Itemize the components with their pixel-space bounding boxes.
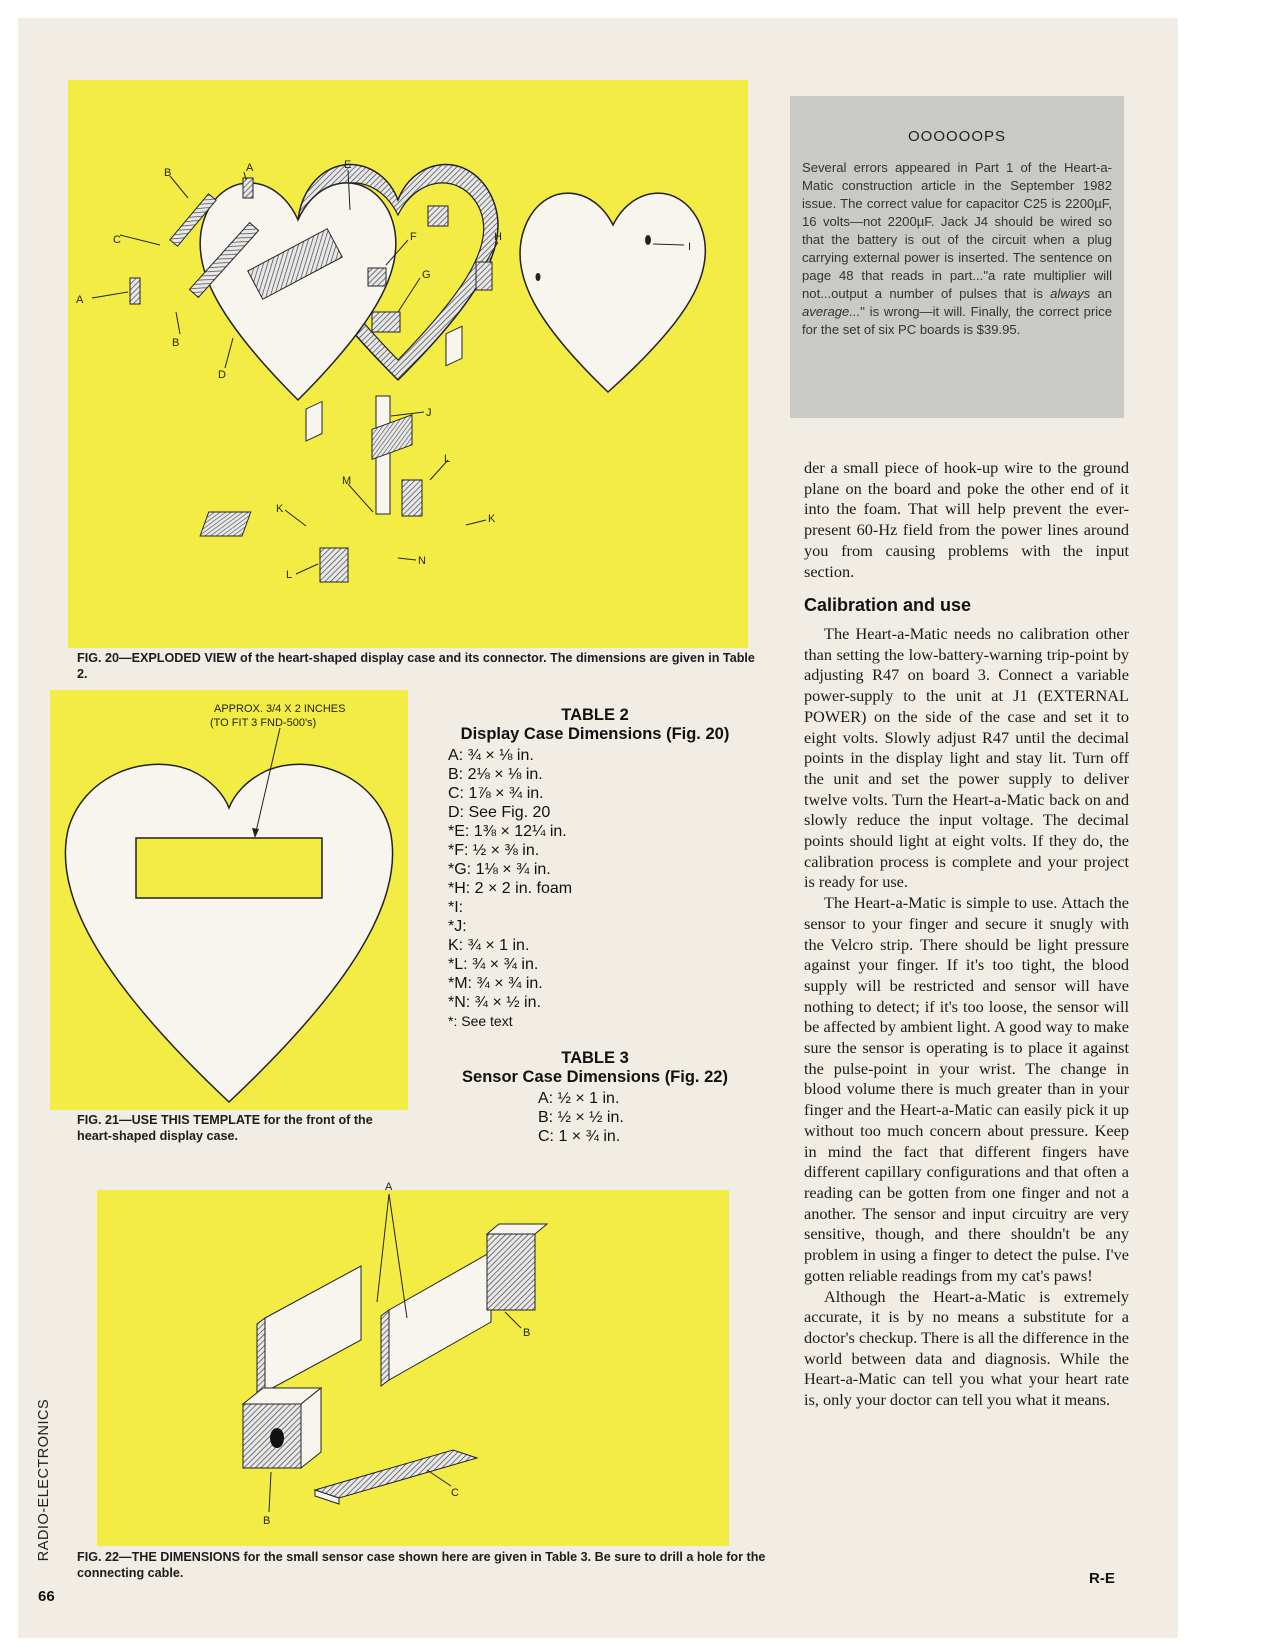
table2-subtitle: Display Case Dimensions (Fig. 20) <box>460 725 730 743</box>
fig22-label-b2: B <box>263 1515 271 1527</box>
errata-body: Several errors appeared in Part 1 of the Heart-a-Matic construction article in the September 1982 issue. The correct value for capacitor C25 is 2200µF, 16 volts—not 2200µF. Jack J4 should be wired so that the battery is out of the circuit when a plug carrying external power is inserted. The sentence on page 48 that reads in part..."a rate multiplier will not...output a number of pulses that is always an average..." is wrong—it will. Finally, the correct price for the set of six PC boards is $39.95. <box>802 160 1113 337</box>
table2-rows <box>448 746 770 1031</box>
fig20-label-m: M <box>342 475 352 487</box>
table2-row: A: ¾ × ⅛ in. <box>448 747 534 764</box>
table2-row: K: ¾ × 1 in. <box>448 937 530 954</box>
table2-row: *M: ¾ × ¾ in. <box>448 975 543 992</box>
fig20-label-f: F <box>410 231 417 243</box>
end-sign: R-E <box>1089 1570 1115 1587</box>
table2-row: *J: <box>448 918 467 935</box>
table2-row: *E: 1⅜ × 12¼ in. <box>448 823 567 840</box>
table2-row: *F: ½ × ⅜ in. <box>448 842 540 859</box>
fig22-label-c: C <box>451 1487 459 1499</box>
fig21-display-window <box>136 838 322 898</box>
fig20-label-a: A <box>246 162 254 174</box>
fig20-label-j: J <box>426 407 432 419</box>
fig20-label-l: L <box>444 453 451 465</box>
fig20-caption: FIG. 20—EXPLODED VIEW of the heart-shaped display case and its connector. The dimensions are given in Table 2. <box>77 651 755 681</box>
table2-row: *I: <box>448 899 464 916</box>
fig22-label-b: B <box>523 1327 531 1339</box>
article-paragraph: The Heart-a-Matic needs no calibration other than setting the low-battery-warning trip-point by adjusting R47 on board 3. Connect a variable power-supply to the unit at J1 (EXTERNAL POWER) on the side of the case and set it to eight volts. Slowly adjust R47 until the decimal points in the display light and stay lit. Turn off the unit and set the power supply to deliver twelve volts. Turn the Heart-a-Matic back on and slowly reduce the input voltage. The decimal points should light at eight volts. If they do, the calibration process is complete and your project is ready for use. <box>804 624 1129 892</box>
table3-title: TABLE 3 <box>561 1049 629 1067</box>
fig20-label-c: C <box>113 234 121 246</box>
fig20-label-e: E <box>344 159 352 171</box>
heart-front-panel <box>200 183 396 400</box>
fig20-label-h: H <box>494 231 502 243</box>
fig20-label-l2: L <box>286 569 293 581</box>
table2-title: TABLE 2 <box>561 706 629 724</box>
fig21-heart-outline <box>65 764 392 1102</box>
dimension-tables <box>420 706 770 1146</box>
fig20-label-i: I <box>688 241 692 253</box>
page-number: 66 <box>38 1588 55 1605</box>
table3-row: B: ½ × ½ in. <box>538 1109 624 1126</box>
table2-row: D: See Fig. 20 <box>448 804 551 821</box>
errata-box <box>790 96 1124 418</box>
fig22-panel <box>97 1181 729 1546</box>
fig20-panel <box>68 80 748 648</box>
heart-back-panel <box>520 193 705 392</box>
fig20-label-b2: B <box>172 337 180 349</box>
fig20-label-d: D <box>218 369 226 381</box>
fig20-label-b: B <box>164 167 172 179</box>
article-column-top <box>804 458 1129 582</box>
fig21-note-line2: (TO FIT 3 FND-500's) <box>210 717 317 729</box>
fig21-panel <box>50 690 408 1110</box>
magazine-name-vertical: RADIO-ELECTRONICS <box>36 1398 52 1562</box>
article-column-main <box>804 624 1129 1411</box>
table3-row: C: 1 × ¾ in. <box>538 1128 621 1145</box>
fig20-label-n: N <box>418 555 426 567</box>
table2-note: *: See text <box>448 1013 513 1029</box>
fig21-note-line1: APPROX. 3/4 X 2 INCHES <box>214 703 346 715</box>
fig20-label-a2: A <box>76 294 84 306</box>
table2-row: C: 1⅞ × ¾ in. <box>448 785 544 802</box>
fig20-exploded-drawing <box>68 80 748 648</box>
fig22-sensor-case-drawing <box>97 1181 729 1546</box>
article-paragraph: der a small piece of hook-up wire to the ground plane on the board and poke the other end of it into the foam. That will help prevent the ever-present 60-Hz field from the power lines around you from causing problems with the input section. <box>804 458 1129 581</box>
table3-rows <box>538 1089 770 1146</box>
fig20-label-k2: K <box>488 513 496 525</box>
section-heading: Calibration and use <box>804 595 972 615</box>
table3-row: A: ½ × 1 in. <box>538 1090 620 1107</box>
table2-row: *L: ¾ × ¾ in. <box>448 956 539 973</box>
article-paragraph: Although the Heart-a-Matic is extremely accurate, it is by no means a substitute for a doctor's checkup. There is all the difference in the world between data and diagnosis. While the Heart-a-Matic can tell you what your heart rate is, only your doctor can tell you what it means. <box>804 1286 1129 1410</box>
errata-title: OOOOOOPS <box>907 128 1006 145</box>
table2-row: *N: ¾ × ½ in. <box>448 994 541 1011</box>
table3-subtitle: Sensor Case Dimensions (Fig. 22) <box>462 1068 728 1086</box>
table2-row: B: 2⅛ × ⅛ in. <box>448 766 543 783</box>
fig21-caption: FIG. 21—USE THIS TEMPLATE for the front of the heart-shaped display case. <box>77 1113 373 1143</box>
table2-row: *H: 2 × 2 in. foam <box>448 880 573 897</box>
fig20-label-k: K <box>276 503 284 515</box>
fig22-label-a: A <box>385 1181 393 1193</box>
fig22-caption: FIG. 22—THE DIMENSIONS for the small sensor case shown here are given in Table 3. Be sure to drill a hole for the connecting cable. <box>77 1550 766 1580</box>
fig20-label-g: G <box>422 269 431 281</box>
fig21-template-drawing <box>50 690 408 1110</box>
table2-row: *G: 1⅛ × ¾ in. <box>448 861 551 878</box>
article-paragraph: The Heart-a-Matic is simple to use. Attach the sensor to your finger and secure it snugly with the Velcro strip. There should be light pressure against your finger. If it's too tight, the blood supply will be restricted and sensor will have nothing to detect; if it's too loose, the sensor will be affected by ambient light. A good way to make sure the sensor is operating is to place it against the pulse-point in your wrist. The change in blood volume there is much greater than in your finger and the Heart-a-Matic can easily pick it up without too much concern about pressure. Keep in mind the fact that different fingers have different capillary configurations and that often a reading can be gotten from one finger and not a another. The sensor and input circuitry are very sensitive, though, and there shouldn't be any problem in using a finger to detect the pulse. I've gotten reliable readings from my cat's paws! <box>804 893 1129 1285</box>
